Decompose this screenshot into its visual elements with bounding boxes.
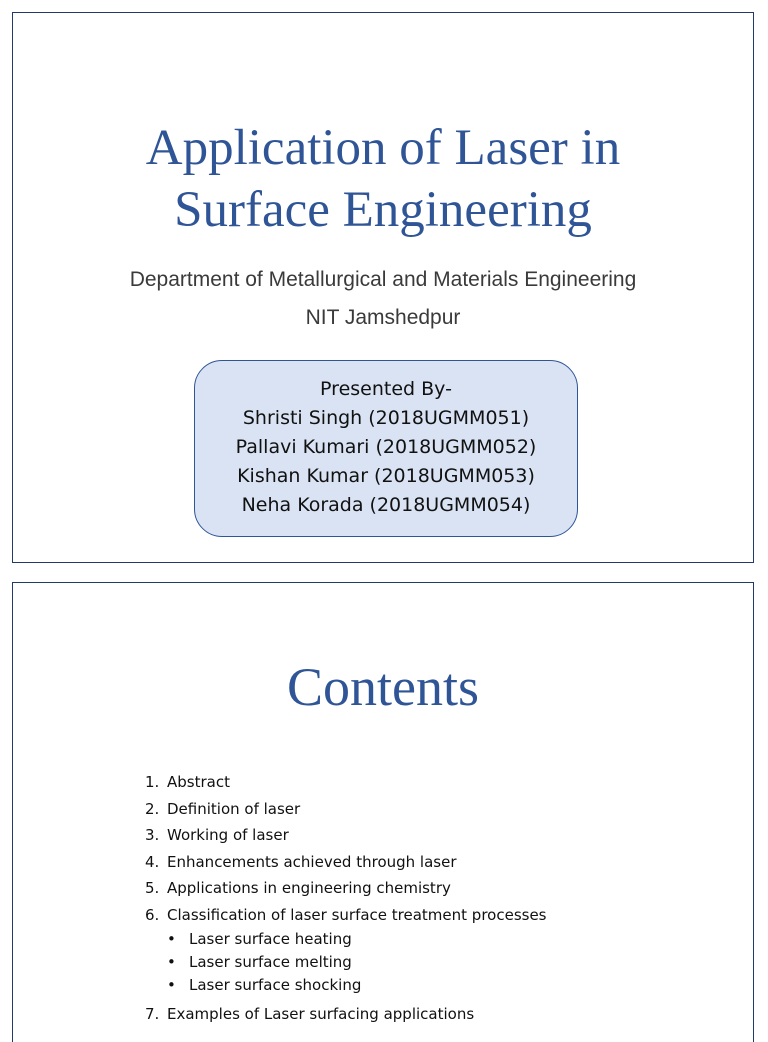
item-text: Classification of laser surface treatment processes: [167, 905, 547, 924]
item-text: Working of laser: [167, 826, 289, 844]
contents-list: [145, 769, 547, 1028]
department-text: Department of Metallurgical and Materials Engineering: [129, 268, 637, 291]
presenter-name: Neha Korada (2018UGMM054): [241, 494, 531, 516]
item-number: 3.: [145, 826, 160, 844]
item-number: 7.: [145, 1005, 160, 1023]
slide-title: [13, 117, 753, 241]
list-item: [145, 902, 547, 929]
bullet-icon: •: [167, 953, 176, 971]
item-text: Applications in engineering chemistry: [167, 879, 451, 897]
list-item: [145, 849, 547, 876]
slide-subtitle: [13, 261, 753, 337]
item-text: Abstract: [167, 773, 230, 791]
bullet-icon: •: [167, 930, 176, 948]
sub-item-text: Laser surface melting: [189, 953, 352, 971]
title-line: Surface Engineering: [174, 182, 592, 238]
item-number: 5.: [145, 879, 160, 897]
title-line: Application of Laser in: [145, 120, 621, 176]
list-item: [145, 875, 547, 902]
presenter-name: Kishan Kumar (2018UGMM053): [237, 465, 535, 487]
presenter-name: Pallavi Kumari (2018UGMM052): [235, 436, 537, 458]
sub-item-text: Laser surface shocking: [189, 976, 362, 994]
item-number: 4.: [145, 852, 160, 871]
list-item: [145, 769, 547, 796]
presenters-box: [194, 360, 578, 537]
item-text: Definition of laser: [167, 799, 301, 818]
list-item: [145, 796, 547, 823]
contents-slide: [12, 582, 754, 1042]
bullet-icon: •: [167, 976, 176, 994]
sub-item-text: Laser surface heating: [189, 930, 352, 948]
item-number: 2.: [145, 799, 160, 818]
item-number: 6.: [145, 905, 160, 924]
institute-text: NIT Jamshedpur: [305, 306, 461, 329]
sub-list-item: [145, 974, 547, 997]
list-item: [145, 822, 547, 849]
presenter-name: Shristi Singh (2018UGMM051): [242, 407, 530, 429]
item-text: Enhancements achieved through laser: [167, 852, 457, 871]
sub-list-item: [145, 928, 547, 951]
sub-list-item: [145, 951, 547, 974]
contents-title: Contents: [286, 657, 479, 717]
title-slide: [12, 12, 754, 563]
item-number: 1.: [145, 773, 160, 791]
presenters-heading: Presented By-: [320, 378, 452, 400]
item-text: Examples of Laser surfacing applications: [167, 1005, 475, 1023]
